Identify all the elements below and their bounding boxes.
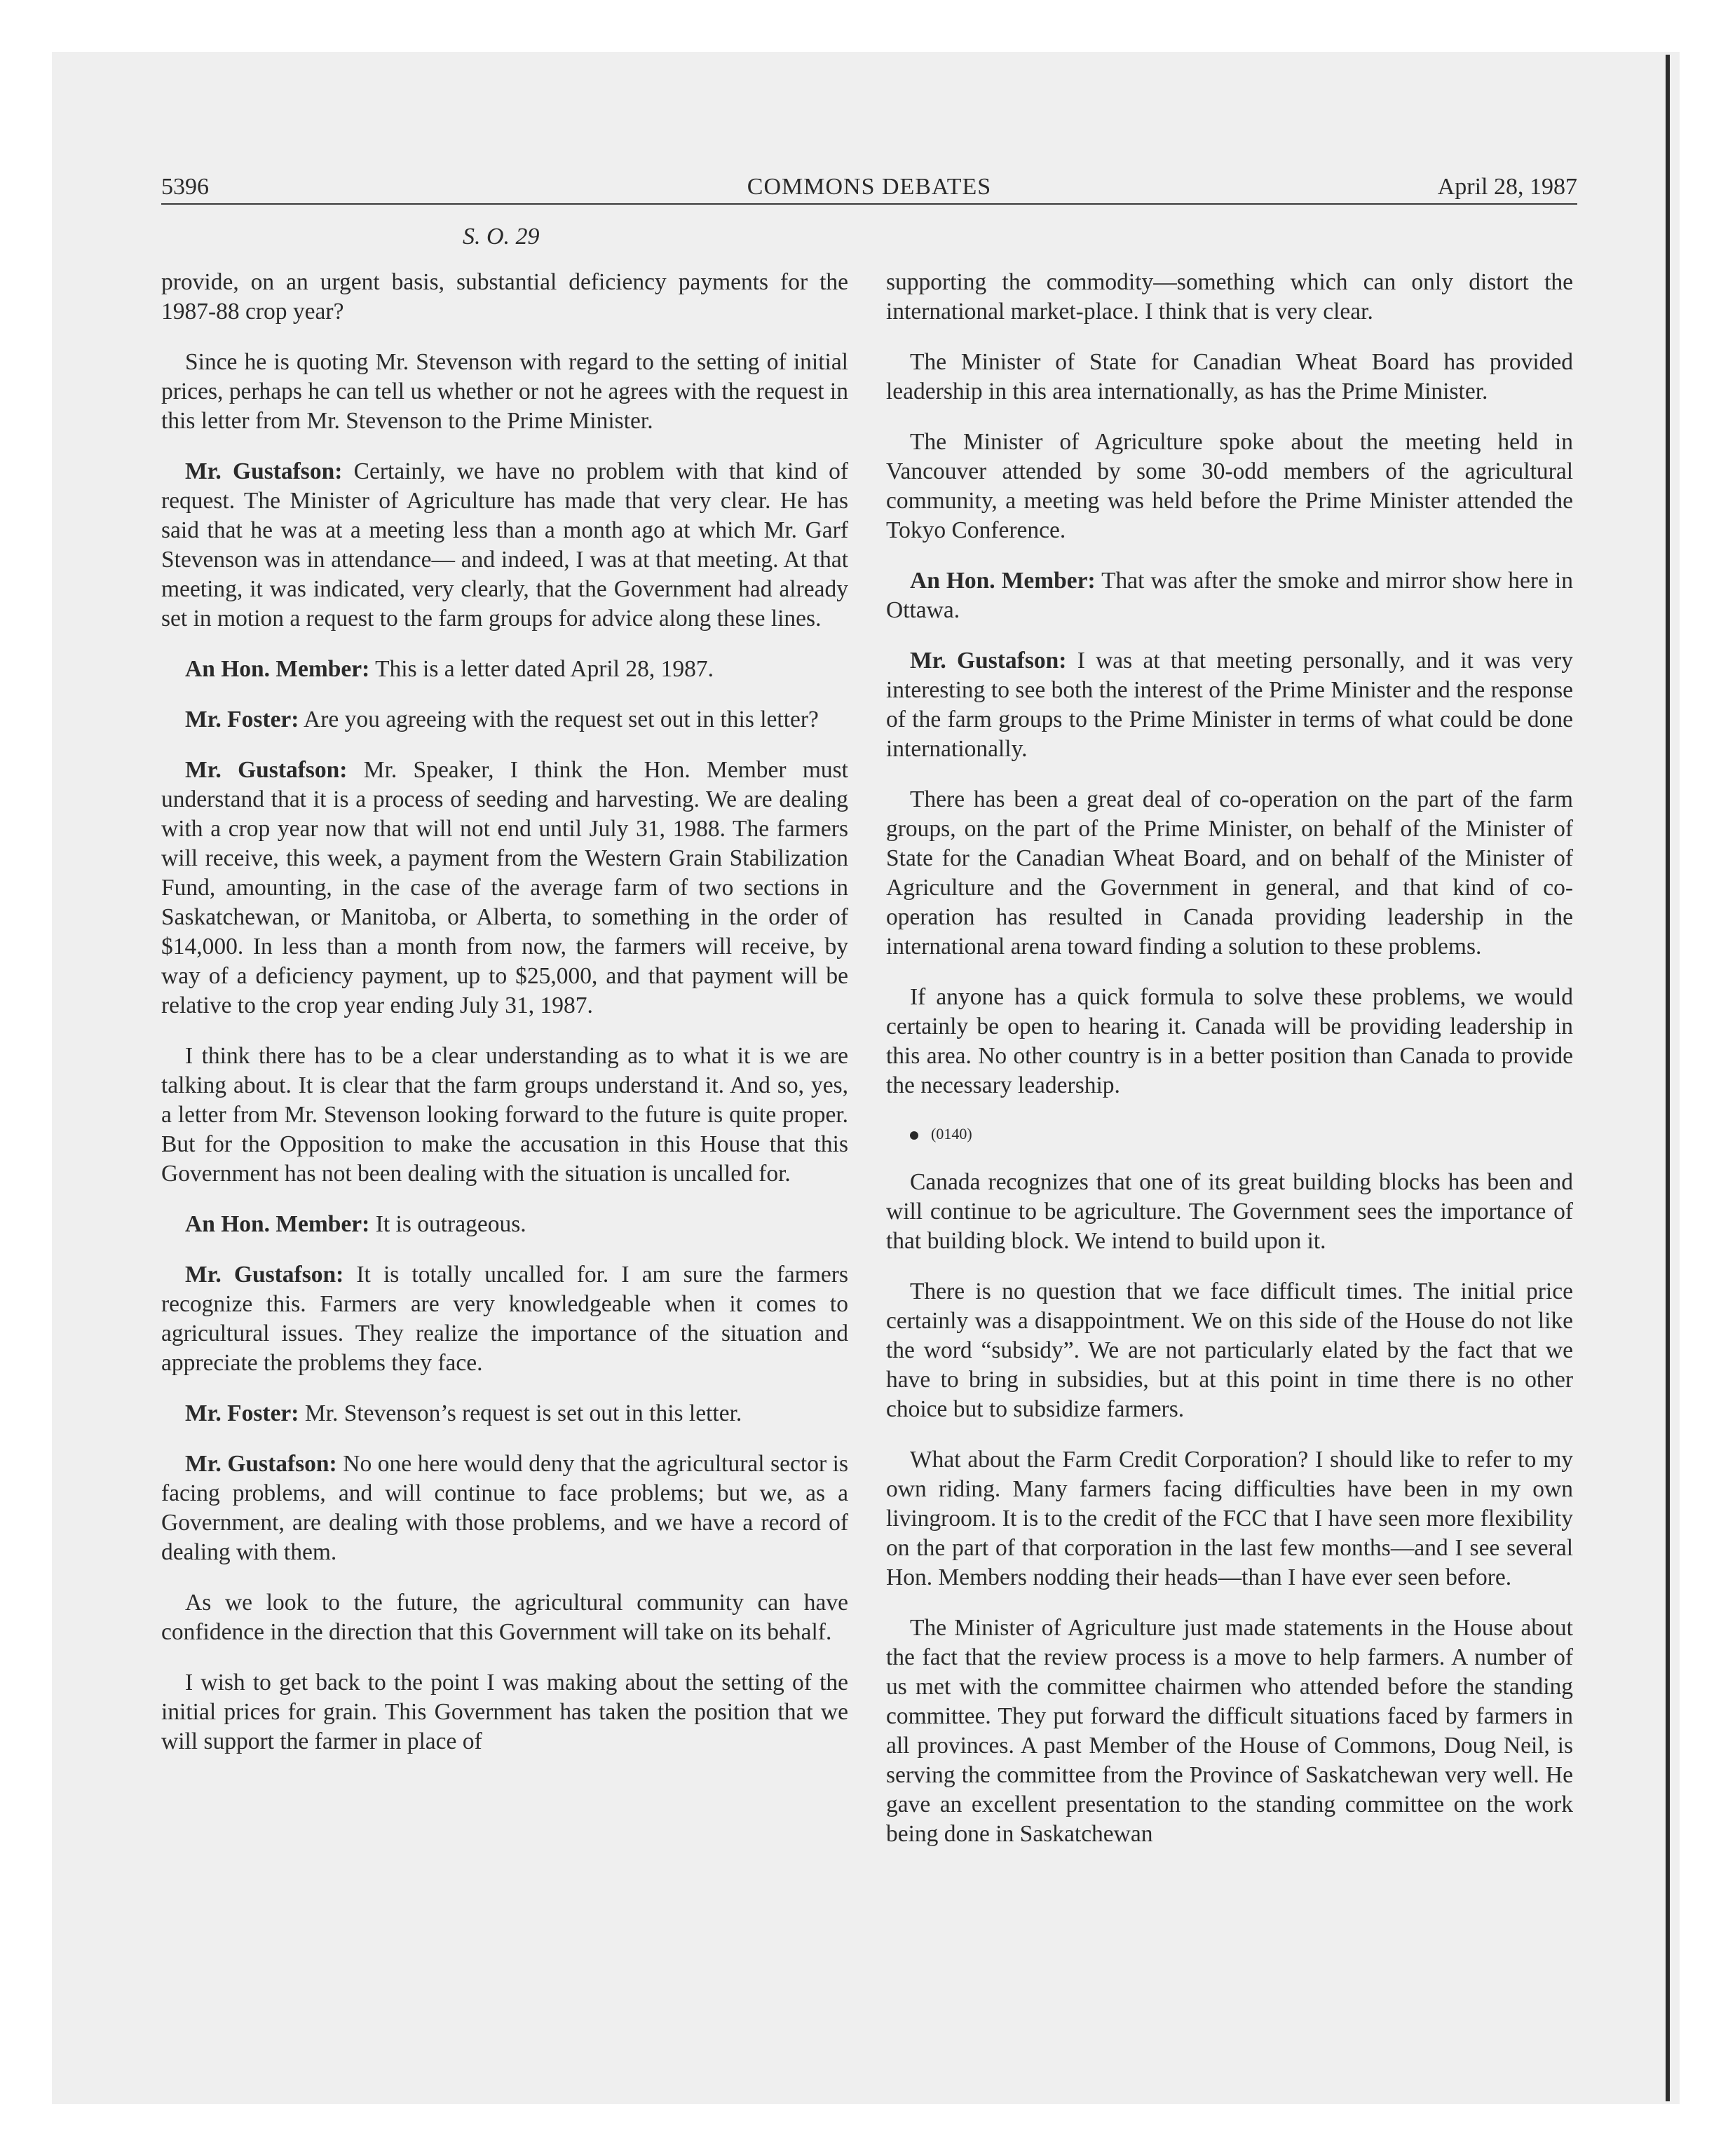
speaker-name: Mr. Gustafson: [185,458,343,484]
paragraph-text: That was after the smoke and mirror show here in Ottawa. [886,568,1573,623]
timestamp-text: (0140) [931,1125,972,1142]
header-rule [161,203,1577,205]
paragraph [161,655,848,684]
paragraph-text: There is no question that we face difficult times. The initial price certainly was a disappointment. We on this side of the House do not like the word “subsidy”. We are not particularly elated by the fact that we have to bring in subsidies, but at this point in time there is no other choice but to subsidize farmers. [886,1278,1573,1422]
paragraph [161,1042,848,1189]
paragraph-text: The Minister of Agriculture just made statements in the House about the fact that the review process is a move to help farmers. A number of us met with the committee chairmen who attended before the standing committee. They put forward the difficult situations faced by farmers in all provinces. A past Member of the House of Commons, Doug Neil, is serving the committee from the Province of Saskatchewan very well. He gave an excellent presentation to the standing committee on the work being done in Saskatchewan [886,1615,1573,1847]
section-tag: S. O. 29 [463,224,540,250]
left-column [161,268,848,1778]
speaker-name: An Hon. Member: [185,656,370,682]
paragraph-text: I was at that meeting personally, and it was very interesting to see both the interest of the Prime Minister and the response of the farm groups to the Prime Minister in terms of what could be done internationally. [886,648,1573,762]
paragraph-text: If anyone has a quick formula to solve these problems, we would certainly be open to hearing it. Canada will be providing leadership in this area. No other country is in a better position than Canada to provide the necessary leadership. [886,984,1573,1098]
paragraph-text: Mr. Speaker, I think the Hon. Member must understand that it is a process of seeding and harvesting. We are dealing with a crop year now that will not end until July 31, 1988. The farmers will receive, this week, a payment from the Western Grain Stabilization Fund, amounting, in the case of the average farm of two sections in Saskatchewan, or Manitoba, or Alberta, to something in the order of $14,000. In less than a month from now, the farmers will receive, by way of a deficiency payment, up to $25,000, and that payment will be relative to the crop year ending July 31, 1987. [161,757,848,1018]
paragraph-text: Since he is quoting Mr. Stevenson with regard to the setting of initial prices, perhaps he can tell us whether or not he agrees with the request in this letter from Mr. Stevenson to the Prime Minister. [161,349,848,434]
paragraph [886,785,1573,962]
paragraph [161,1210,848,1239]
paragraph [161,348,848,436]
paragraph-text: It is totally uncalled for. I am sure the farmers recognize this. Farmers are very knowledgeable when it comes to agricultural issues. They realize the importance of the situation and appreciate the problems they face. [161,1262,848,1376]
bullet-icon [910,1131,918,1140]
timestamp-marker [886,1121,1573,1147]
speaker-name: An Hon. Member: [910,568,1096,594]
paragraph [161,268,848,327]
paragraph-text: Are you agreeing with the request set out in this letter? [304,707,819,732]
paragraph [161,1260,848,1378]
paragraph [161,1668,848,1756]
paragraph [886,983,1573,1100]
paragraph-text: Certainly, we have no problem with that kind of request. The Minister of Agriculture has made that very clear. He has said that he was at a meeting less than a month ago at which Mr. Garf Stevenson was in attendance— and indeed, I was at that meeting. At that meeting, it was indicated, very clearly, that the Government had already set in motion a request to the farm groups for advice along these lines. [161,458,849,632]
paragraph [886,566,1573,625]
paragraph [886,1168,1573,1256]
paragraph [886,268,1573,327]
paragraph-text: The Minister of Agriculture spoke about the meeting held in Vancouver attended by some 30-odd members of the agricultural community, a meeting was held before the Prime Minister attended the Tokyo Conference. [886,429,1573,543]
page-number: 5396 [161,174,209,200]
speaker-name: Mr. Gustafson: [185,1262,344,1288]
paragraph-text: No one here would deny that the agricultural sector is facing problems, and will continue to face problems; but we, as a Government, are dealing with those problems, and we have a record of dealing with them. [161,1451,849,1565]
paragraph-text: As we look to the future, the agricultural community can have confidence in the direction that this Government will take on its behalf. [161,1590,848,1645]
page-edge-bar [1666,55,1670,2101]
paragraph [161,1399,848,1428]
paragraph [886,1613,1573,1849]
paragraph-text: There has been a great deal of co-operation on the part of the farm groups, on the part of the Prime Minister, on behalf of the Minister of State for the Canadian Wheat Board, and on behalf of the Minister of Agriculture and the Government in general, and that kind of co-operation has resulted in Canada providing leadership in the international arena toward finding a solution to these problems. [886,786,1573,960]
paragraph-text: It is outrageous. [375,1211,526,1237]
paragraph-text: Mr. Stevenson’s request is set out in this letter. [304,1400,742,1426]
paragraph-text: I think there has to be a clear understanding as to what it is we are talking about. It is clear that the farm groups understand it. And so, yes, a letter from Mr. Stevenson looking forward to the future is quite proper. But for the Opposition to make the accusation in this House that this Government has not been dealing with the situation is uncalled for. [161,1043,848,1187]
paragraph-text: The Minister of State for Canadian Wheat Board has provided leadership in this area internationally, as has the Prime Minister. [886,349,1573,404]
right-column [886,268,1573,1870]
paragraph [886,428,1573,545]
paragraph [886,1277,1573,1424]
paragraph-text: supporting the commodity—something which can only distort the international market-place. I think that is very clear. [886,269,1573,325]
speaker-name: Mr. Gustafson: [185,757,348,783]
paragraph [886,646,1573,764]
speaker-name: Mr. Foster: [185,1400,299,1426]
paragraph [886,1445,1573,1592]
paragraph [161,1449,848,1567]
paragraph-text: I wish to get back to the point I was making about the setting of the initial prices for grain. This Government has taken the position that we will support the farmer in place of [161,1670,848,1754]
paragraph-text: What about the Farm Credit Corporation? I should like to refer to my own riding. Many farmers facing difficulties have been in my own livingroom. It is to the credit of the FCC that I have seen more flexibility on the part of that corporation in the last few months—and I see several Hon. Members nodding their heads—than I have ever seen before. [886,1447,1573,1590]
speaker-name: Mr. Gustafson: [185,1451,337,1477]
publication-title: COMMONS DEBATES [747,174,992,200]
paragraph [161,705,848,735]
paragraph [161,756,848,1021]
paragraph-text: This is a letter dated April 28, 1987. [375,656,714,682]
page-header [161,171,1577,203]
speaker-name: Mr. Foster: [185,707,299,732]
paragraph-text: Canada recognizes that one of its great building blocks has been and will continue to be agriculture. The Government sees the importance of that building block. We intend to build upon it. [886,1169,1573,1254]
speaker-name: An Hon. Member: [185,1211,370,1237]
speaker-name: Mr. Gustafson: [910,648,1067,674]
paragraph [886,348,1573,407]
paragraph [161,1588,848,1647]
paragraph-text: provide, on an urgent basis, substantial deficiency payments for the 1987-88 crop year? [161,269,848,325]
paragraph [161,457,848,634]
page-date: April 28, 1987 [1437,174,1577,200]
